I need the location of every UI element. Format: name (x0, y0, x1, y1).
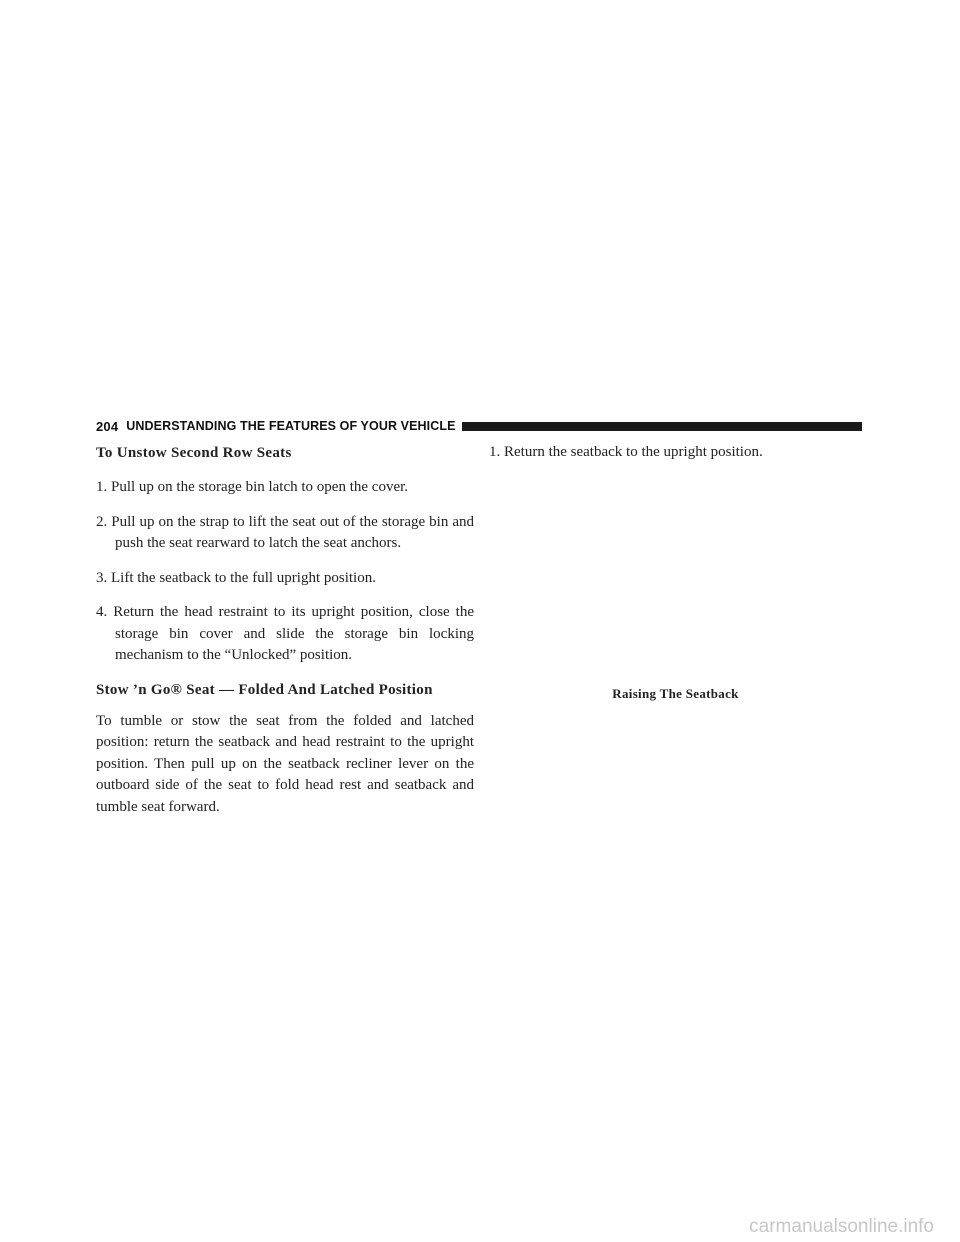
left-column (96, 437, 474, 818)
list-item: 3. Lift the seatback to the full upright position. (96, 569, 376, 586)
right-column (489, 437, 862, 464)
page-header (96, 416, 862, 436)
figure-caption: Raising The Seatback (612, 686, 739, 701)
section-title: UNDERSTANDING THE FEATURES OF YOUR VEHICLE (126, 419, 456, 433)
list-item: 1. Return the seatback to the upright position. (489, 444, 763, 460)
list-item: 2. Pull up on the strap to lift the seat out of the storage bin and push the seat rearward to latch the seat anchors. (96, 513, 474, 551)
body-paragraph: To tumble or stow the seat from the folded and latched position: return the seatback and head restraint to the upright position. Then pull up on the seatback recliner lever on the outboard side of the seat to fold head rest and seatback and tumble seat forward. (96, 712, 474, 815)
header-rule (462, 422, 862, 431)
watermark: carmanualsonline.info (749, 1216, 934, 1237)
figure-raising-seatback (489, 470, 862, 676)
page-number: 204 (96, 418, 119, 434)
unstow-steps-list (96, 477, 474, 667)
heading-unstow-second-row-seats: To Unstow Second Row Seats (96, 445, 292, 461)
heading-folded-latched-position: Stow ’n Go® Seat — Folded And Latched Position (96, 681, 433, 698)
raise-seatback-steps-list (489, 442, 862, 464)
list-item: 4. Return the head restraint to its upright position, close the storage bin cover and slide the storage bin locking mechanism to the “Unlocked” position. (96, 604, 474, 663)
list-item: 1. Pull up on the storage bin latch to open the cover. (96, 479, 409, 495)
